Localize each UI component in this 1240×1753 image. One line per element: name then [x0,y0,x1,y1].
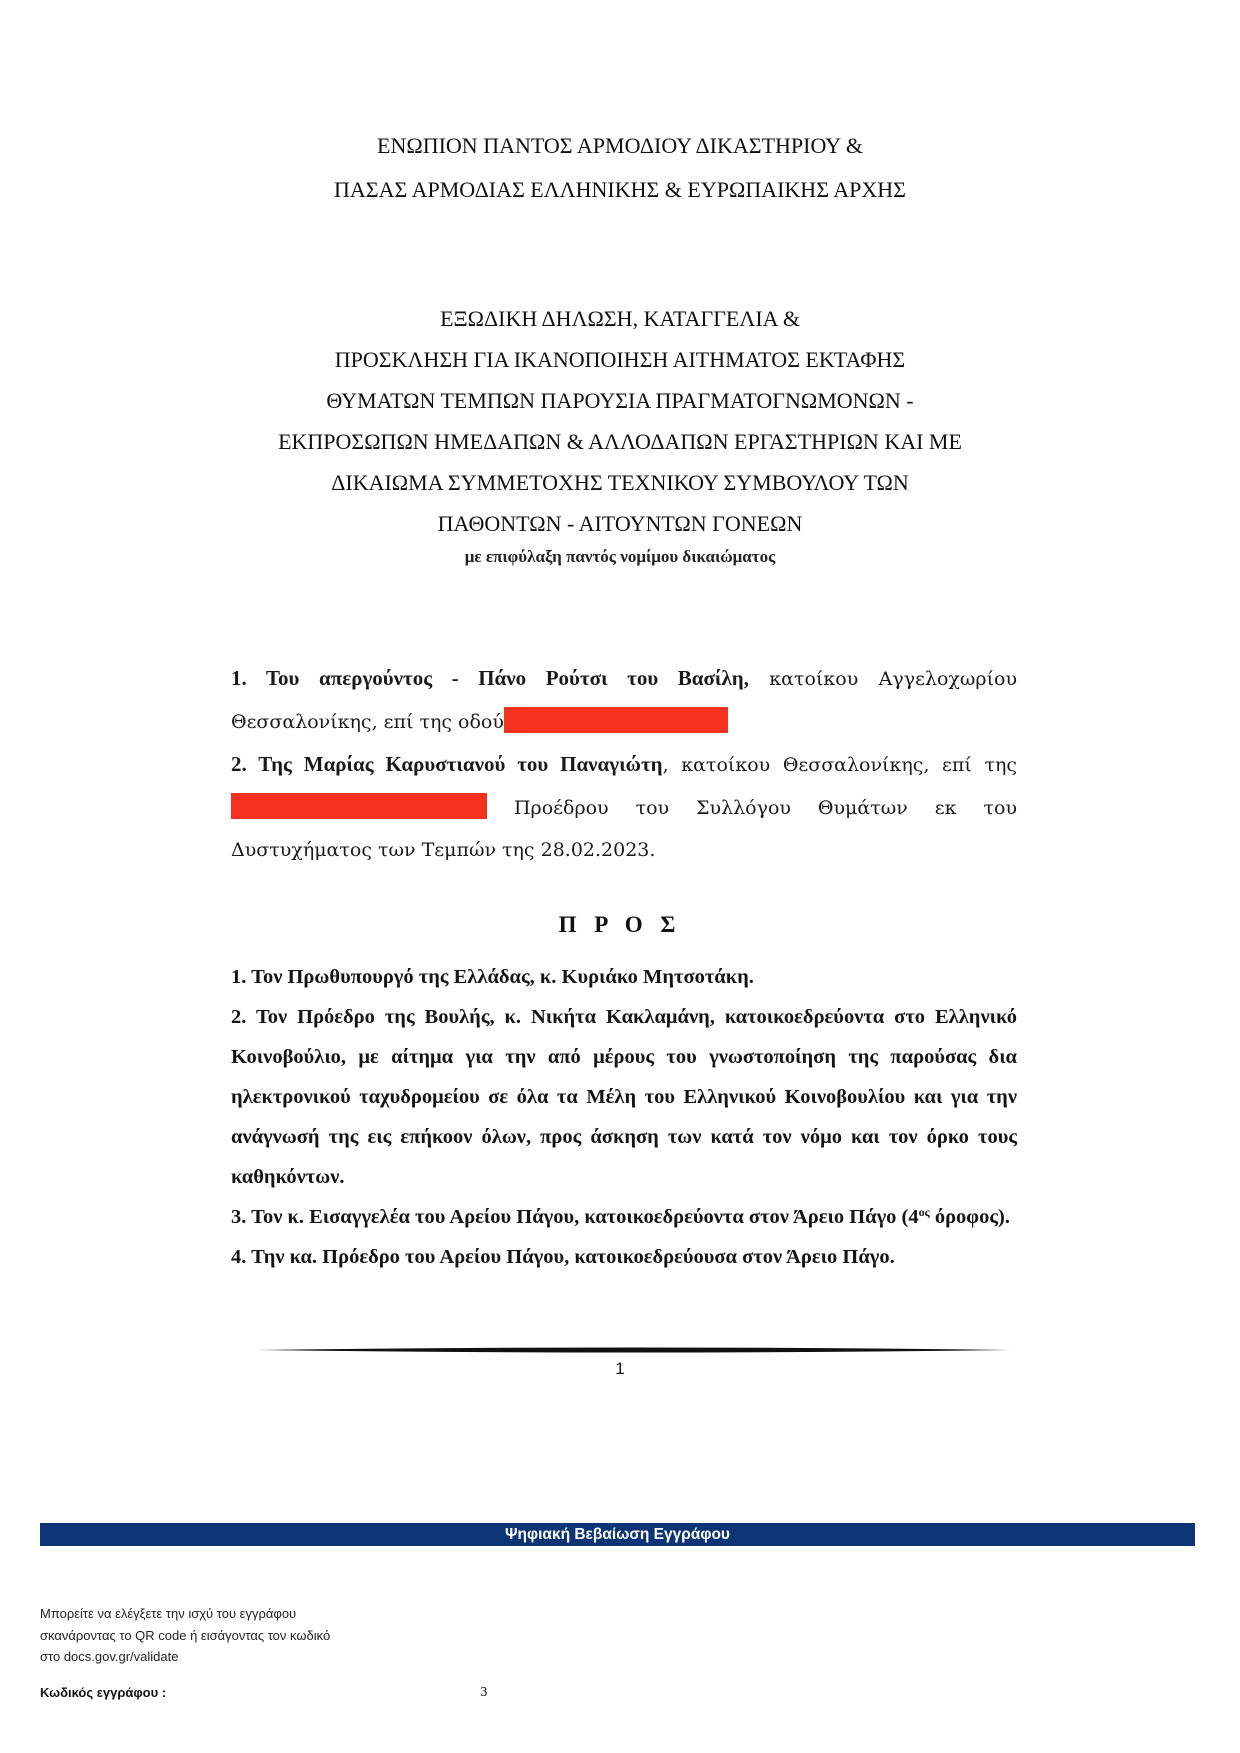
verify-line: Μπορείτε να ελέγξετε την ισχύ του εγγράφου [40,1606,297,1621]
party-2-address: , κατοίκου Θεσσαλονίκης, επί της [662,754,1017,776]
recipient-item: 2. Τον Πρόεδρο της Βουλής, κ. Νικήτα Κακλαμάνη, κατοικοεδρεύοντα στο Ελληνικό Κοινοβούλιο, με αίτημα για την από μέρους του γνωστοποίηση της παρούσας δια ηλεκτρονικού ταχυδρομείου σε όλα τα Μέλη του Ελληνικού Κοινοβουλίου και για την ανάγνωσή της εις επήκοον όλων, προς άσκηση των κατά τον νόμο και τον όρκο τους καθηκόντων. [231,1006,1017,1188]
document-title [0,298,1240,544]
document-code-row [40,1685,640,1705]
header-line-1: ΕΝΩΠΙΟΝ ΠΑΝΤΟΣ ΑΡΜΟΔΙΟΥ ΔΙΚΑΣΤΗΡΙΟΥ & [377,133,863,158]
title-line-5: ΔΙΚΑΙΩΜΑ ΣΥΜΜΕΤΟΧΗΣ ΤΕΧΝΙΚΟΥ ΣΥΜΒΟΥΛΟΥ ΤΩΝ [331,470,909,495]
recipients-list [231,957,1017,1277]
party-1-address: κατοίκου Αγγελοχωρίου Θεσσαλονίκης, επί της οδού [231,668,1018,733]
title-line-1: ΕΞΩΔΙΚΗ ΔΗΛΩΣΗ, ΚΑΤΑΓΓΕΛΙΑ & [440,306,800,331]
document-code-value[interactable]: 3 [480,1685,488,1699]
court-header [0,124,1240,212]
header-line-2: ΠΑΣΑΣ ΑΡΜΟΔΙΑΣ ΕΛΛΗΝΙΚΗΣ & ΕΥΡΩΠΑΙΚΗΣ ΑΡΧΗΣ [334,177,906,202]
parties-section [231,657,1017,872]
recipient-item: 3. Τον κ. Εισαγγελέα του Αρείου Πάγου, κατοικοεδρεύοντα στον Άρειο Πάγο ($4^{o\varsigma}$ όροφος). [231,1205,1010,1228]
redaction-mark [504,707,728,733]
certificate-banner: Ψηφιακή Βεβαίωση Εγγράφου [40,1523,1195,1546]
party-2-name: 2. Της Μαρίας Καρυστιανού του Παναγιώτη [231,752,663,776]
title-line-3: ΘΥΜΑΤΩΝ ΤΕΜΠΩΝ ΠΑΡΟΥΣΙΑ ΠΡΑΓΜΑΤΟΓΝΩΜΟΝΩΝ - [326,388,914,413]
redaction-mark [231,793,487,819]
verify-line: στο docs.gov.gr/validate [40,1649,179,1664]
party-2 [231,743,1017,872]
footer-divider [258,1347,1010,1353]
title-line-4: ΕΚΠΡΟΣΩΠΩΝ ΗΜΕΔΑΠΩΝ & ΑΛΛΟΔΑΠΩΝ ΕΡΓΑΣΤΗΡΙΩΝ ΚΑΙ ΜΕ [278,429,962,454]
verify-instructions [40,1603,460,1668]
document-code-label: Κωδικός εγγράφου : [40,1685,167,1700]
party-1 [231,657,1017,743]
recipient-item: 4. Την κα. Πρόεδρο του Αρείου Πάγου, κατοικοεδρεύουσα στον Άρειο Πάγο. [231,1246,895,1268]
title-line-6: ΠΑΘΟΝΤΩΝ - ΑΙΤΟΥΝΤΩΝ ΓΟΝΕΩΝ [437,511,803,536]
title-line-2: ΠΡΟΣΚΛΗΣΗ ΓΙΑ ΙΚΑΝΟΠΟΙΗΣΗ ΑΙΤΗΜΑΤΟΣ ΕΚΤΑΦΗΣ [334,347,906,372]
party-1-name: 1. Του απεργούντος - Πάνο Ρούτσι του Βασίλη, [231,666,749,690]
ordinal-superscript: ος [918,1205,930,1219]
verify-line: σκανάροντας το QR code ή εισάγοντας τον κωδικό [40,1627,331,1643]
recipients-heading: Π Ρ Ο Σ [558,912,682,937]
recipient-item: 1. Τον Πρωθυπουργό της Ελλάδας, κ. Κυριάκο Μητσοτάκη. [231,966,754,988]
document-subtitle: με επιφύλαξη παντός νομίμου δικαιώματος [464,547,776,566]
page-number: 1 [615,1359,625,1378]
party-2-role: Προέδρου του Συλλόγου Θυμάτων εκ του Δυστυχήματος των Τεμπών της 28.02.2023. [231,796,1017,861]
